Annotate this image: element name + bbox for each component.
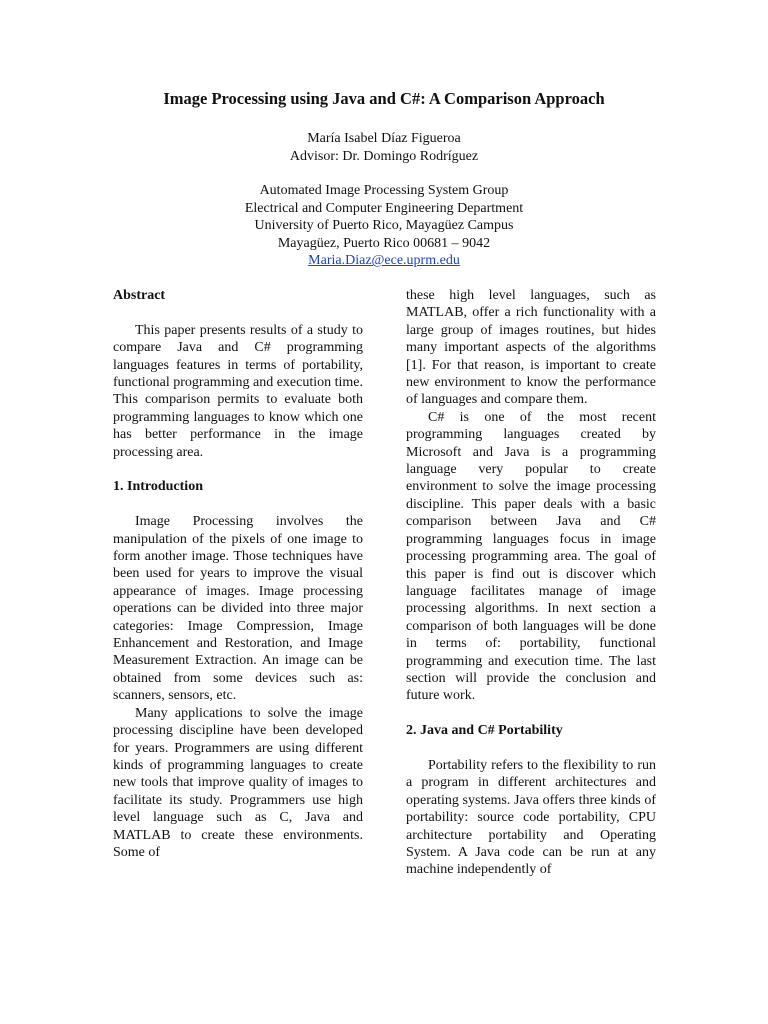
- advisor-name: Advisor: Dr. Domingo Rodríguez: [289, 149, 479, 164]
- abstract-text: This paper presents results of a study to compare Java and C# programming languages features in terms of portability, functional programming and execution time. This comparison permits to evaluate both programming languages to know which one has better performance in the image processing area.: [113, 322, 363, 460]
- introduction-heading: 1. Introduction: [113, 479, 203, 495]
- author-name: María Isabel Díaz Figueroa: [307, 131, 461, 146]
- intro-paragraph-2-continued: these high level languages, such as MATLAB, offer a rich functionality with a large group of images routines, but hides many important aspects of the algorithms [1]. For that reason, is important to create new environment to know the performance of languages and compare them.: [406, 288, 656, 408]
- email-link[interactable]: Maria.Diaz@ece.uprm.edu: [308, 253, 460, 269]
- left-column: [113, 287, 363, 861]
- affiliation-group: Automated Image Processing System Group: [259, 183, 509, 198]
- affiliation-university: University of Puerto Rico, Mayagüez Campus: [254, 218, 514, 234]
- intro-paragraph-1: Image Processing involves the manipulation of the pixels of one image to form another image. Those techniques have been used for years to improve the visual appearance of images. Image processing operations can be divided into three major categories: Image Compression, Image Enhancement and Restoration, and Image Measurement Extraction. An image can be obtained from some devices such as: scanners, sensors, etc.: [113, 514, 363, 704]
- author-block: [0, 130, 768, 166]
- affiliation-department: Electrical and Computer Engineering Department: [244, 200, 524, 216]
- intro-paragraph-2: Many applications to solve the image processing discipline have been developed for years. Programmers are using different kinds of programming languages to create new tools that improve quality of images to facilitate its study. Programmers use high level language such as C, Java and MATLAB to create these environments. Some of: [113, 705, 363, 860]
- portability-paragraph: Portability refers to the flexibility to run a program in different architectures and operating systems. Java offers three kinds of portability: source code portability, CPU architecture portability and Operating System. A Java code can be run at any machine independently of: [406, 757, 656, 878]
- affiliation-address: Mayagüez, Puerto Rico 00681 – 9042: [277, 235, 491, 251]
- paper-title: Image Processing using Java and C#: A Comparison Approach: [163, 89, 605, 108]
- abstract-heading: Abstract: [113, 288, 166, 303]
- right-column: [406, 287, 656, 879]
- portability-heading: 2. Java and C# Portability: [406, 723, 563, 739]
- intro-paragraph-3: C# is one of the most recent programming languages created by Microsoft and Java is a programming language very popular to create environment to solve the image processing discipline. This paper deals with a basic comparison between Java and C# programming languages focus in image processing programming area. The goal of this paper is find out is discover which language facilitates manage of image processing algorithms. In next section a comparison of both languages will be done in terms of: portability, functional programming and execution time. The last section will provide the conclusion and future work.: [406, 409, 656, 704]
- affiliation-block: [0, 182, 768, 270]
